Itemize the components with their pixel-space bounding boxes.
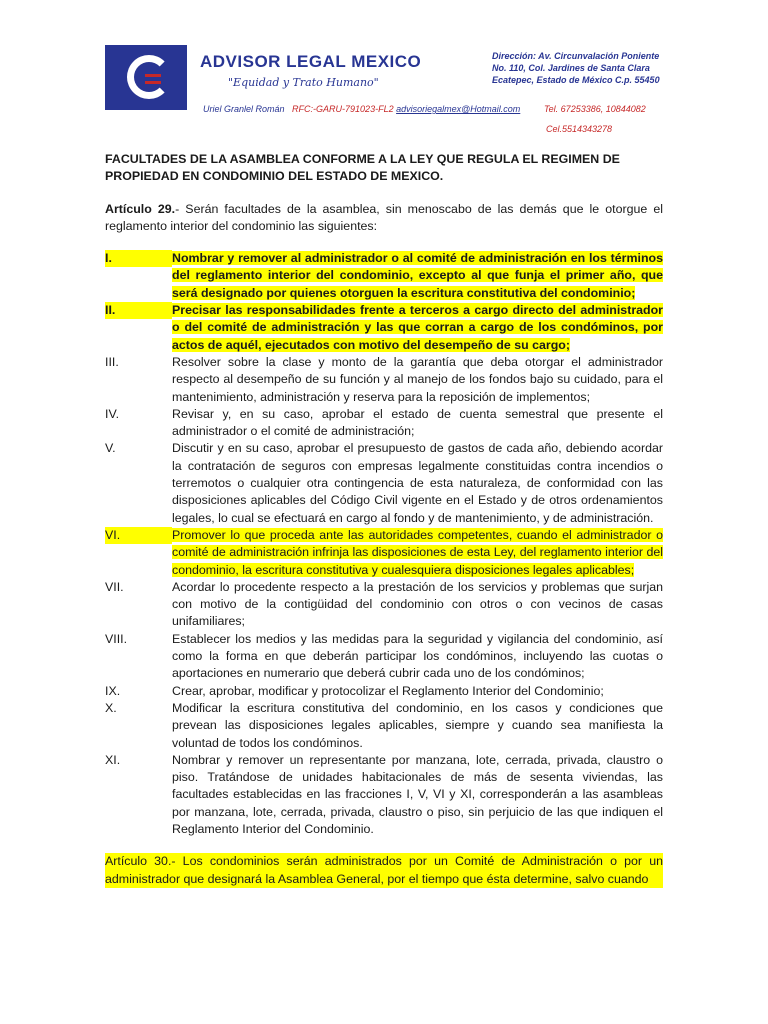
fraction-number: X. (105, 700, 117, 715)
fraction-number: II. (105, 302, 172, 319)
logo-bar-icon (145, 74, 161, 77)
fraction-number: I. (105, 250, 172, 267)
fraction-list (105, 250, 663, 838)
fraction-text: Crear, aprobar, modificar y protocolizar el Reglamento Interior del Condominio; (172, 683, 604, 698)
fraction-text: Promover lo que proceda ante las autoridades competentes, cuando el administrador o comité de administración infrinja las disposiciones de esta Ley, del reglamento interior del condominio, la escritura constitutiva y cualesquiera disposiciones legales aplicables; (172, 527, 663, 577)
fraction-item (105, 579, 663, 631)
address: Dirección: Av. Circunvalación Poniente No. 110, Col. Jardines de Santa Clara Ecatepec, Estado de México C.p. 55450 (492, 51, 660, 85)
firm-name: ADVISOR LEGAL MEXICO (200, 52, 422, 71)
fraction-text: Establecer los medios y las medidas para la seguridad y vigilancia del condominio, así como la forma en que deberán participar los condóminos, incluyendo las cuotas o aportaciones en numerario que deberá cubrir cada uno de los condóminos; (172, 631, 663, 681)
fraction-number: XI. (105, 752, 121, 767)
letterhead (0, 0, 768, 140)
fraction-item (105, 406, 663, 441)
fraction-item (105, 302, 663, 354)
fraction-item (105, 354, 663, 406)
fraction-item (105, 700, 663, 752)
fraction-text: Nombrar y remover al administrador o al comité de administración en los términos del reglamento interior del condominio, excepto al que funja el primer año, que será designado por quienes otorguen la escritura constitutiva del condominio; (172, 251, 663, 300)
logo-bar-icon (145, 81, 161, 84)
fraction-item (105, 527, 663, 579)
fraction-number: V. (105, 441, 116, 456)
fraction-number: VI. (105, 527, 172, 544)
article-30-text: Artículo 30.- Los condominios serán administrados por un Comité de Administración o por un administrador que designará la Asamblea General, por el tiempo que ésta determine, salvo cuando (105, 853, 663, 888)
fraction-text: Resolver sobre la clase y monto de la garantía que deba otorgar el administrador respecto al desempeño de su función y al manejo de los fondos bajo su cuidado, para el mantenimiento, administración y reserva para la reposición de implementos; (172, 354, 663, 404)
article-29-label: Artículo 29. (105, 201, 176, 216)
fraction-text: Discutir y en su caso, aprobar el presupuesto de gastos de cada año, debiendo acordar la contratación de seguros con empresas legalmente constituidas contra incendios o terremotos o cualquier otra contingencia de esta naturaleza, de conformidad con las disposiciones aplicables del Código Civil vigente en el Estado y de otros ordenamientos legales, lo cual se efectuará en cargo al fondo y de mantenimiento, y de administración. (172, 441, 663, 525)
fraction-item (105, 250, 663, 302)
fraction-item (105, 631, 663, 683)
cellphone: Cel.5514343278 (546, 124, 613, 134)
fraction-number: IV. (105, 406, 120, 421)
fraction-item (105, 683, 663, 700)
fraction-text: Precisar las responsabilidades frente a terceros a cargo directo del administrador o del comité de administración y las que corran a cargo de los condóminos, por actos de aquél, ejecutados con motivo del desempeño de su cargo; (172, 303, 663, 352)
fraction-number: III. (105, 354, 119, 369)
document-body (105, 151, 663, 888)
phones: Tel. 67253386, 10844082 (544, 104, 646, 114)
contact-line (203, 104, 520, 114)
fraction-text: Modificar la escritura constitutiva del condominio, en los casos y condiciones que prevean las disposiciones legales aplicables, siempre y cuando sea manifiesta la voluntad de todos los condóminos. (172, 700, 663, 750)
article-29-text: - Serán facultades de la asamblea, sin menoscabo de las demás que le otorgue el reglamento interior del condominio las siguientes: (105, 201, 663, 233)
fraction-number: VII. (105, 579, 124, 594)
fraction-item (105, 752, 663, 838)
firm-slogan: "Equidad y Trato Humano" (228, 76, 379, 89)
fraction-text: Revisar y, en su caso, aprobar el estado de cuenta semestral que presente el administrador o el comité de administración; (172, 406, 663, 439)
rfc: RFC:-GARU-791023-FL2 (292, 104, 394, 114)
owner-name: Uriel Granlel Román (203, 104, 285, 114)
fraction-item (105, 440, 663, 526)
fraction-text: Nombrar y remover un representante por manzana, lote, cerrada, privada, claustro o piso. Tratándose de unidades habitacionales de más de sesenta viviendas, las facultades establecidas en las fracciones I, V, VI y XI, corresponderán a las asambleas por manzana, lote, cerrada, privada, claustro o piso, sin perjuicio de las que indiquen el Reglamento Interior del Condominio. (172, 752, 663, 836)
fraction-number: VIII. (105, 631, 128, 646)
logo-ring-icon (127, 55, 171, 99)
fraction-number: IX. (105, 683, 121, 698)
firm-logo (105, 45, 187, 110)
fraction-text: Acordar lo procedente respecto a la prestación de los servicios y problemas que surjan con motivo de la contigüidad del condominio con otros o con vecinos de casas unifamiliares; (172, 579, 663, 629)
email-link[interactable]: advisoriegalmex@Hotmail.com (396, 104, 521, 114)
document-title: FACULTADES DE LA ASAMBLEA CONFORME A LA LEY QUE REGULA EL REGIMEN DE PROPIEDAD EN CONDOMINIO DEL ESTADO DE MEXICO. (105, 152, 620, 184)
article-29-intro (105, 201, 663, 236)
